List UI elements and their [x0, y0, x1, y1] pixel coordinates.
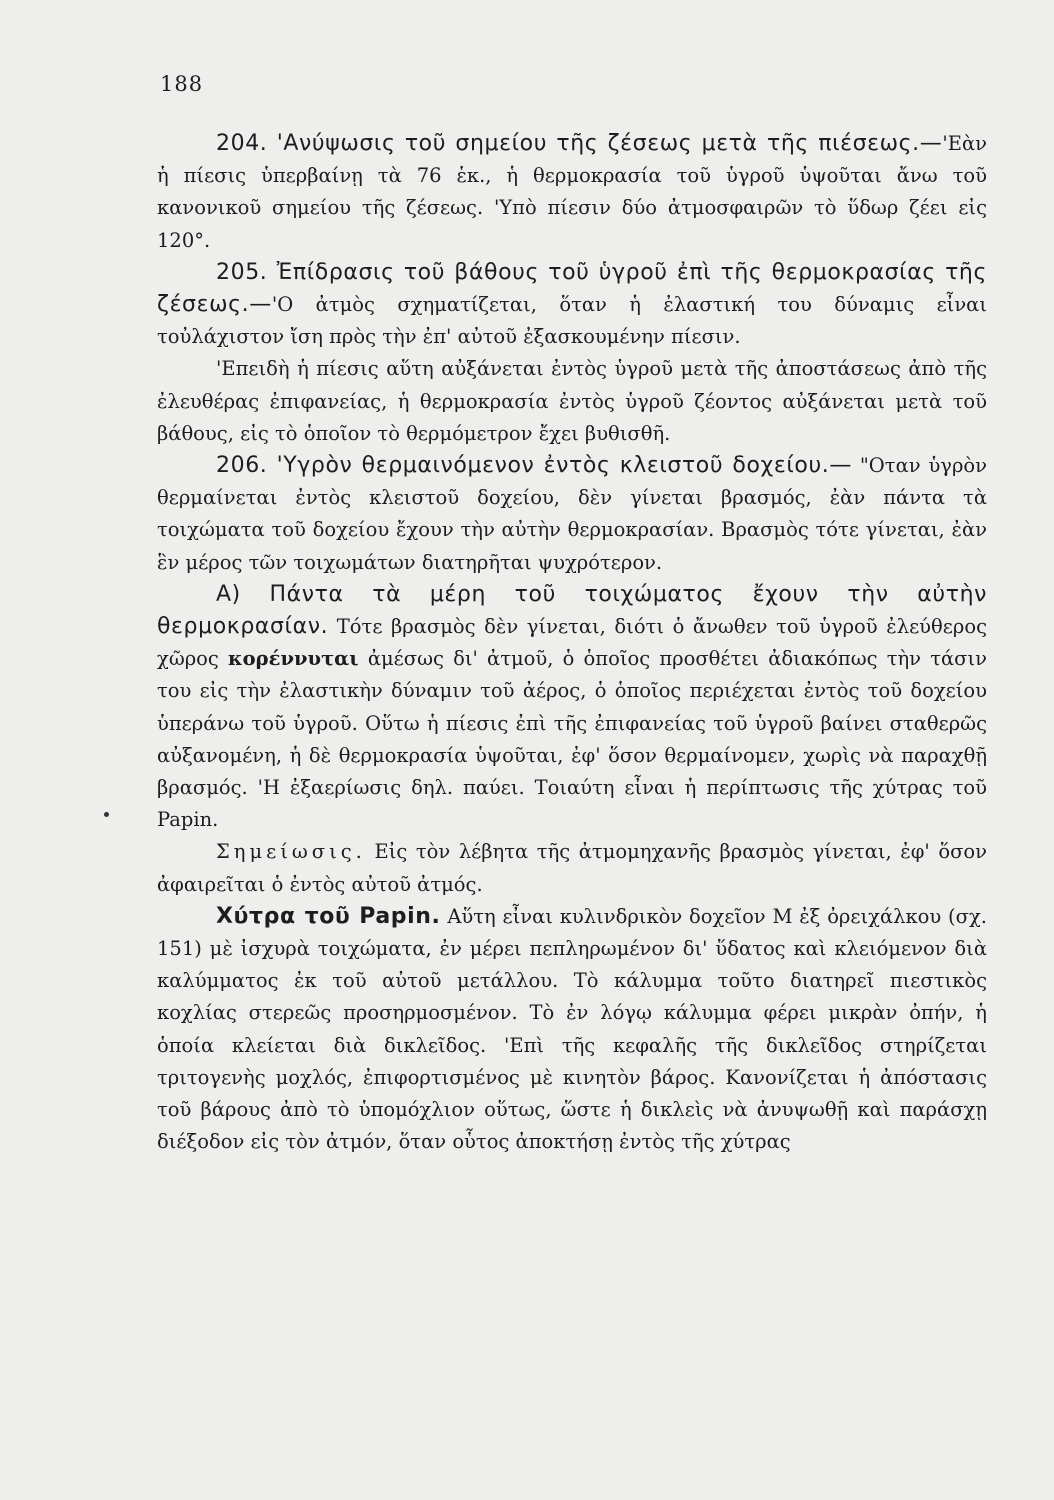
note-paragraph: [157, 836, 987, 900]
section-205: [157, 257, 987, 354]
note-label: Σημείωσις.: [216, 840, 366, 864]
case-a-text-2: ἀμέσως δι' ἀτμοῦ, ὁ ὁποῖος προσθέτει ἀδιακόπως τὴν τάσιν του εἰς τὴν ἐλαστικὴν δύναμιν τοῦ ἀέρος, ὁ ὁποῖος περιέχεται ἐντὸς τοῦ δοχείου ὑπεράνω τοῦ ὑγροῦ. Οὕτω ἡ πίεσις ἐπὶ τῆς ἐπιφανείας τοῦ ὑγροῦ βαίνει σταθερῶς αὐξανομένη, ἡ δὲ θερμοκρασία ὑψοῦται, ἐφ' ὅσον θερμαίνομεν, χωρὶς νὰ παραχθῇ βρασμός. 'Η ἐξαερίωσις δηλ. παύει. Τοιαύτη εἶναι ἡ περίπτωσις τῆς χύτρας τοῦ Papin.: [157, 647, 987, 832]
papin-heading: Χύτρα τοῦ Papin.: [216, 903, 441, 929]
margin-mark: [104, 812, 109, 817]
section-204: [157, 128, 987, 257]
section-204-heading: 204. 'Ανύψωσις τοῦ σημείου τῆς ζέσεως μετὰ τῆς πιέσεως.—: [216, 131, 943, 156]
papin-paragraph: [157, 901, 987, 1159]
section-206: [157, 450, 987, 579]
case-a-emphasis: κορέννυται: [228, 647, 359, 671]
papin-text: Αὕτη εἶναι κυλινδρικὸν δοχεῖον Μ ἐξ ὀρειχάλκου (σχ. 151) μὲ ἰσχυρὰ τοιχώματα, ἐν μέρει πεπληρωμένον δι' ὕδατος καὶ κλειόμενον διὰ καλύμματος ἐκ τοῦ αὐτοῦ μετάλλου. Τὸ κάλυμμα τοῦτο διατηρεῖ πιεστικὸς κοχλίας στερεῶς προσηρμοσμένον. Τὸ ἐν λόγῳ κάλυμμα φέρει μικρὰν ὀπήν, ἡ ὁποία κλείεται διὰ δικλεῖδος. 'Επὶ τῆς κεφαλῆς τῆς δικλεῖδος στηρίζεται τριτογενὴς μοχλός, ἐπιφορτισμένος μὲ κινητὸν βάρος. Κανονίζεται ἡ ἀπόστασις τοῦ βάρους ἀπὸ τὸ ὑπομόχλιον οὕτως, ὥστε ἡ δικλεὶς νὰ ἀνυψωθῇ καὶ παράσχῃ διέξοδον εἰς τὸν ἀτμόν, ὅταν οὗτος ἀποκτήσῃ ἐντὸς τῆς χύτρας: [157, 904, 987, 1154]
section-205-text: 'Ο ἀτμὸς σχηματίζεται, ὅταν ἡ ἐλαστική του δύναμις εἶναι τοὐλάχιστον ἴση πρὸς τὴν ἐπ' αὐτοῦ ἐξασκουμένην πίεσιν.: [157, 293, 987, 349]
case-a-text-1: Τότε βρασμὸς δὲν γίνεται, διότι ὁ ἄνωθεν τοῦ ὑγροῦ ἐλεύθερος χῶρος: [157, 615, 987, 671]
case-a-lead: Α) Πάντα τὰ μέρη τοῦ τοιχώματος ἔχουν τὴν αὐτὴν θερμοκρασίαν.: [157, 581, 987, 640]
section-206-heading: 206. 'Υγρὸν θερμαινόμενον ἐντὸς κλειστοῦ δοχείου.—: [216, 453, 852, 479]
body-text: [157, 128, 987, 1159]
section-206-text: "Οταν ὑγρὸν θερμαίνεται ἐντὸς κλειστοῦ δοχείου, δὲν γίνεται βρασμός, ἐὰν πάντα τὰ τοιχώματα τοῦ δοχείου ἔχουν τὴν αὐτὴν θερμοκρασίαν. Βρασμὸς τότε γίνεται, ἐὰν ἓν μέρος τῶν τοιχωμάτων διατηρῆται ψυχρότερον.: [157, 454, 988, 574]
case-a: [157, 579, 987, 837]
page-number: 188: [160, 72, 204, 96]
note-text: Εἰς τὸν λέβητα τῆς ἀτμομηχανῆς βρασμὸς γίνεται, ἐφ' ὅσον ἀφαιρεῖται ὁ ἐντὸς αὐτοῦ ἀτμός.: [157, 840, 988, 896]
section-205-paragraph-2: 'Επειδὴ ἡ πίεσις αὕτη αὐξάνεται ἐντὸς ὑγροῦ μετὰ τῆς ἀποστάσεως ἀπὸ τῆς ἐλευθέρας ἐπιφανείας, ἡ θερμοκρασία ἐντὸς ὑγροῦ ζέοντος αὐξάνεται μετὰ τοῦ βάθους, εἰς τὸ ὁποῖον τὸ θερμόμετρον ἔχει βυθισθῆ.: [157, 357, 987, 445]
section-204-text: 'Εὰν ἡ πίεσις ὑπερβαίνῃ τὰ 76 ἑκ., ἡ θερμοκρασία τοῦ ὑγροῦ ὑψοῦται ἄνω τοῦ κανονικοῦ σημείου τῆς ζέσεως. 'Υπὸ πίεσιν δύο ἀτμοσφαιρῶν τὸ ὕδωρ ζέει εἰς 120°.: [157, 132, 987, 252]
section-205-heading: 205. Ἐπίδρασις τοῦ βάθους τοῦ ὑγροῦ ἐπὶ τῆς θερμοκρασίας τῆς ζέσεως.—: [157, 259, 987, 318]
